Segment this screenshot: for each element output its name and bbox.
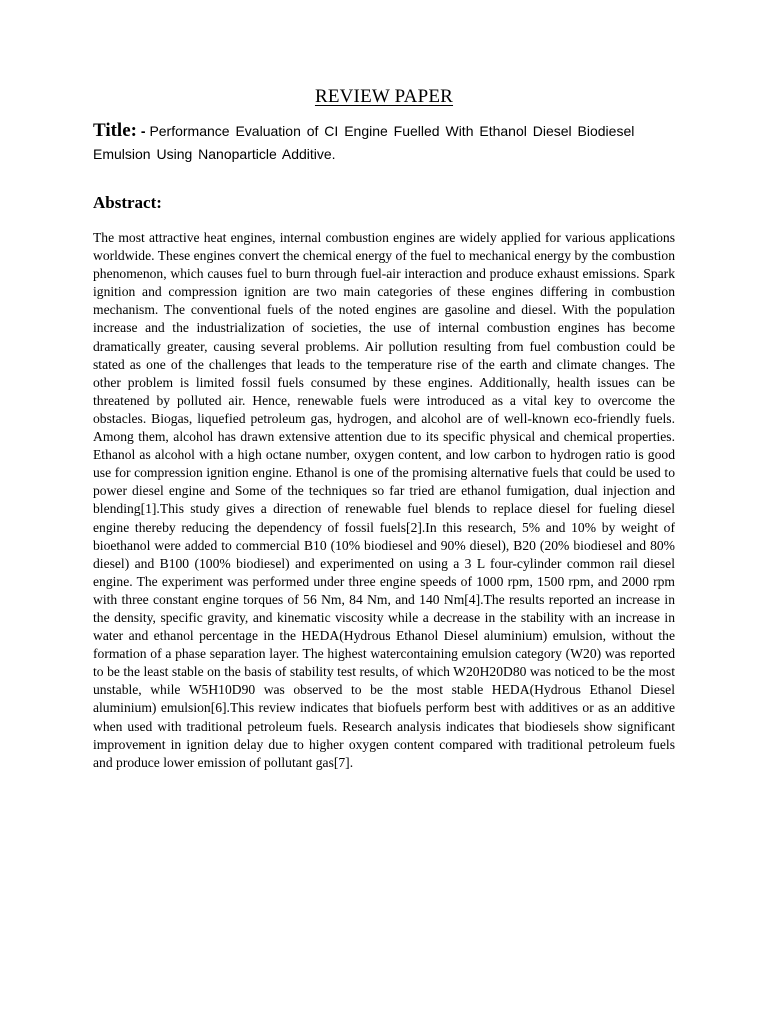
abstract-paragraph: The most attractive heat engines, internal combustion engines are widely applied for various applications worldwide. These engines convert the chemical energy of the fuel to mechanical energy by the combustion phenomenon, which causes fuel to burn through fuel-air interaction and produce exhaust emissions. Spark ignition and compression ignition are two main categories of these engines differing in combustion mechanism. The conventional fuels of the noted engines are gasoline and diesel. With the population increase and the industrialization of societies, the use of internal combustion engines has become dramatically greater, causing several problems. Air pollution resulting from fuel combustion could be stated as one of the challenges that leads to the temperature rise of the earth and climate changes. The other problem is limited fossil fuels consumed by these engines. Additionally, health issues can be threatened by polluted air. Hence, renewable fuels were introduced as a vital key to overcome the obstacles. Biogas, liquefied petroleum gas, hydrogen, and alcohol are of well-known eco-friendly fuels. Among them, alcohol has drawn extensive attention due to its specific physical and chemical properties. Ethanol as alcohol with a high octane number, oxygen content, and low carbon to hydrogen ratio is good use for compression ignition engine. Ethanol is one of the promising alternative fuels that could be used to power diesel engine and Some of the techniques so far tried are ethanol fumigation, dual injection and blending[1].This study gives a direction of renewable fuel blends to replace diesel for fueling diesel engine thereby reducing the dependency of fossil fuels[2].In this research, 5% and 10% by weight of bioethanol were added to commercial B10 (10% biodiesel and 90% diesel), B20 (20% biodiesel and 80% diesel) and B100 (100% biodiesel) and experimented on using a 3 L four-cylinder common rail diesel engine. The experiment was performed under three engine speeds of 1000 rpm, 1500 rpm, and 2000 rpm with three constant engine torques of 56 Nm, 84 Nm, and 140 Nm[4].The results reported an increase in the density, specific gravity, and kinematic viscosity while a decrease in the stability with an increase in water and ethanol percentage in the HEDA(Hydrous Ethanol Diesel aluminium) emulsion, without the formation of a phase separation layer. The highest watercontaining emulsion category (W20) was reported to be the least stable on the basis of stability test results, of which W20H20D80 was noticed to be the most unstable, while W5H10D90 was observed to be the most stable HEDA(Hydrous Ethanol Diesel aluminium) emulsion[6].This review indicates that biofuels perform best with additives or as an additive when used with traditional petroleum fuels. Research analysis indicates that biodiesels show significant improvement in ignition delay due to higher oxygen content compared with traditional petroleum fuels and produce lower emission of pollutant gas[7]. (93, 230, 675, 770)
title-text: Performance Evaluation of CI Engine Fuelled With Ethanol Diesel Biodiesel Emulsion Using Nanoparticle Additive. (93, 123, 635, 162)
title-label: Title: (93, 120, 137, 141)
page-heading: REVIEW PAPER (314, 86, 454, 107)
title-separator: - (136, 123, 150, 139)
paper-title (93, 120, 675, 166)
abstract-heading: Abstract: (93, 193, 162, 212)
